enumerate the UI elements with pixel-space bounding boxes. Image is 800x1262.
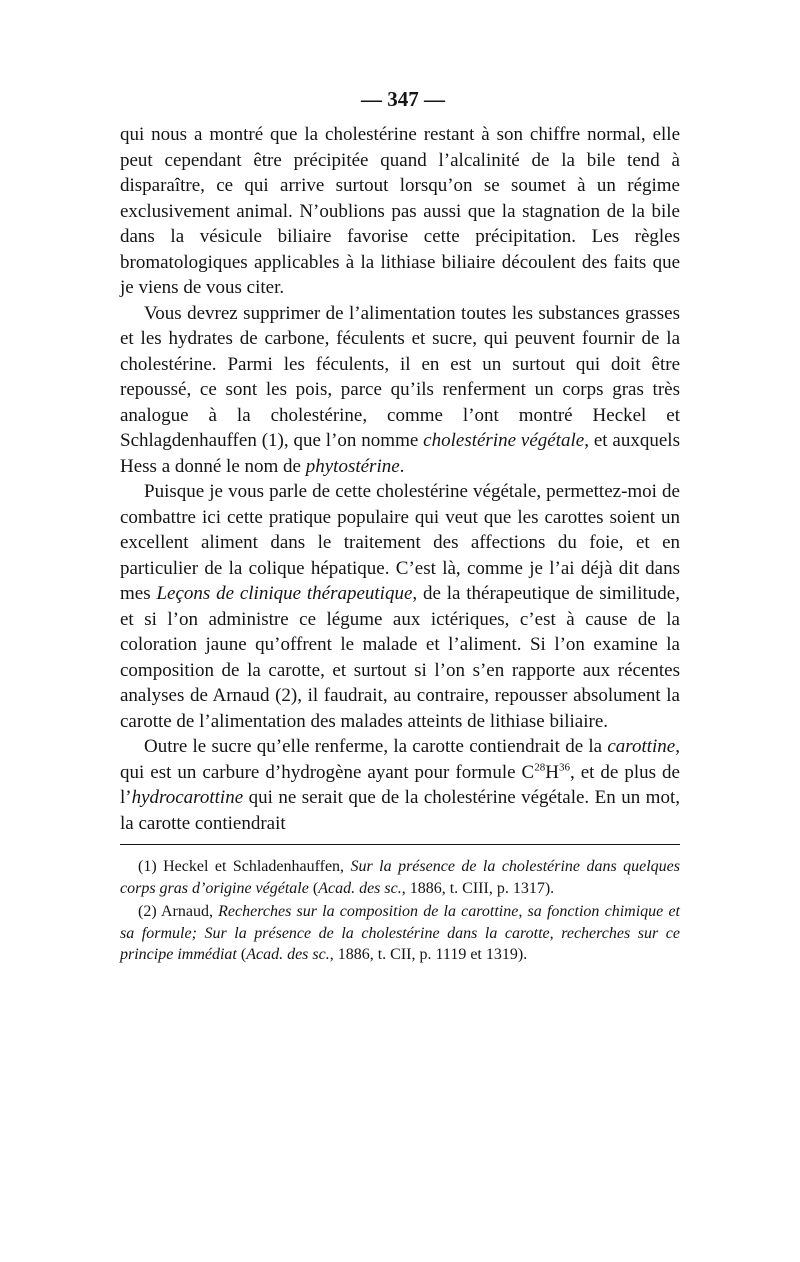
text-run: (: [308, 879, 319, 897]
superscript: 36: [558, 761, 570, 774]
paragraph: [120, 734, 680, 836]
text-run: (: [236, 946, 247, 963]
text-run: .: [399, 455, 405, 477]
italic-text: phytostérine: [305, 455, 400, 477]
text-run: H: [545, 761, 559, 783]
italic-text: Acad. des sc.: [246, 946, 330, 963]
footnote: [120, 901, 680, 966]
text-run: , qui est un carbure d’hydrogène ayant pour formule C: [120, 736, 680, 783]
text-run: qui nous a montré que la cholestérine restant à son chiffre normal, elle peut cependant être précipitée quand l’alcalinité de la bile tend à disparaître, ce qui arrive surtout lorsqu’on se soumet à un régime exclusivement animal. N’oublions pas aussi que la stagnation de la bile dans la vésicule biliaire favorise cette précipitation. Les règles bromatologiques applicables à la lithiase biliaire découlent des faits que je viens de vous citer.: [120, 124, 680, 298]
text-run: , 1886, t. CII, p. 1119 et 1319).: [329, 946, 528, 963]
text-run: (2) Arnaud,: [138, 903, 219, 920]
text-run: (1) Heckel et Schladenhauffen,: [138, 858, 351, 875]
text-run: Vous devrez supprimer de l’alimentation toutes les substances grasses et les hydrates de carbone, féculents et sucre, qui peuvent fournir de la cholestérine. Parmi les féculents, il en est un surtout qui doit être repoussé, ce sont les pois, parce qu’ils renferment un corps gras très analogue à la cholestérine, comme l’ont montré Heckel et Schlagdenhauffen (1), que l’on nomme: [120, 302, 680, 451]
text-run: Outre le sucre qu’elle renferme, la carotte contiendrait de la: [144, 736, 608, 757]
superscript: 28: [534, 761, 546, 774]
paragraph: [120, 301, 680, 480]
italic-text: Recherches sur la composition de la carottine, sa fonction chimique et sa formule; Sur la présence de la cholestérine dans la carotte, recherches sur ce principe immédiat: [120, 903, 680, 963]
page-number: — 347 —: [361, 87, 445, 111]
paragraph: [120, 479, 680, 734]
footnote: [120, 856, 680, 899]
paragraph: [120, 122, 680, 301]
text-run: qui ne serait que de la cholestérine végétale. En un mot, la carotte contiendrait: [120, 787, 680, 834]
italic-text: carottine: [607, 736, 676, 757]
italic-text: Leçons de clinique thérapeutique: [156, 583, 413, 604]
italic-text: hydrocarottine: [131, 787, 244, 808]
italic-text: Sur la présence de la cholestérine dans quelques corps gras d’origine végétale: [120, 858, 681, 897]
italic-text: Acad. des sc.: [318, 879, 402, 897]
body-text: [120, 122, 680, 836]
text-run: Puisque je vous parle de cette cholestérine végétale, permettez-moi de combattre ici cette pratique populaire qui veut que les carottes soient un excellent aliment dans le traitement des affections du foie, et en particulier de la colique hépatique. C’est là, comme je l’ai déjà dit dans mes: [120, 481, 680, 604]
text-run: , et auxquels Hess a donné le nom de: [120, 430, 680, 477]
text-run: , 1886, t. CIII, p. 1317).: [401, 879, 555, 897]
text-run: , de la thérapeutique de similitude, et si l’on administre ce légume aux ictériques, c’est à cause de la coloration jaune qu’offrent le malade et l’aliment. Si l’on examine la composition de la carotte, et surtout si l’on s’en rapporte aux récentes analyses de Arnaud (2), il faudrait, au contraire, repousser absolument la carotte de l’alimentation des malades atteints de lithiase biliaire.: [120, 583, 680, 732]
footnote-divider: [120, 844, 680, 845]
footnotes: [120, 856, 680, 966]
book-page: [120, 86, 680, 968]
text-run: , et de plus de l’: [120, 761, 680, 808]
italic-text: cholestérine végétale: [423, 430, 585, 451]
